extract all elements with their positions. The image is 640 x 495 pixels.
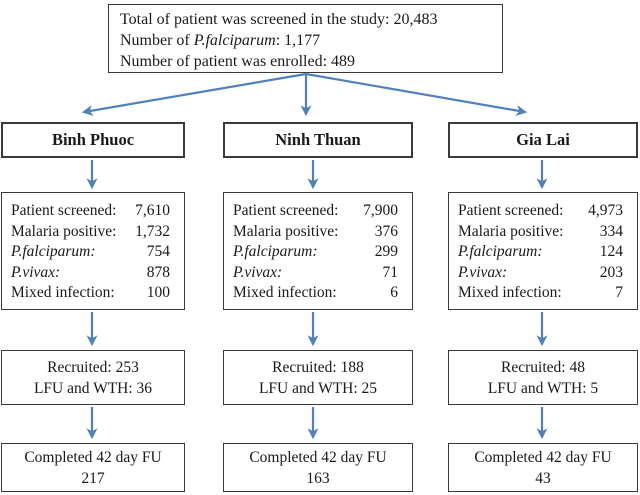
completed-label: Completed 42 day FU: [24, 448, 162, 466]
completed-box-gia-lai: [448, 443, 638, 492]
arrow-top-to-gia-lai: [306, 74, 525, 112]
stat-row: Mixed infection: 100: [11, 284, 170, 302]
recruited-box-ninh-thuan: [223, 350, 413, 405]
lfu-wth-line: LFU and WTH: 36: [33, 379, 153, 397]
recruited-line: Recruited: 253: [47, 358, 139, 376]
stat-row: Patient screened: 4,973: [458, 202, 623, 219]
completed-box-ninh-thuan: [223, 443, 413, 492]
stat-row: Patient screened: 7,610: [11, 202, 170, 219]
summary-line-falciparum: Number of P.falciparum: 1,177: [120, 32, 321, 49]
stats-box-binh-phuoc: [1, 192, 185, 310]
completed-value: 43: [535, 469, 551, 487]
summary-line-enrolled: Number of patient was enrolled: 489: [120, 53, 356, 70]
study-summary-box: [108, 4, 503, 73]
site-name: Gia Lai: [516, 130, 570, 149]
stat-row: Malaria positive: 376: [233, 222, 398, 240]
site-name: Ninh Thuan: [275, 130, 361, 149]
stat-row: Mixed infection: 6: [233, 284, 398, 302]
recruited-line: Recruited: 188: [272, 358, 364, 376]
stat-row: Mixed infection: 7: [458, 284, 623, 302]
site-header-ninh-thuan: [223, 122, 413, 158]
stat-row: Malaria positive: 1,732: [11, 222, 170, 240]
falciparum-species-name: P.falciparum: [193, 32, 276, 49]
stat-row: P.falciparum: 299: [233, 243, 398, 261]
summary-line-total: Total of patient was screened in the study: 20,483: [120, 11, 438, 28]
stat-row: P.vivax: 878: [11, 263, 170, 281]
site-header-binh-phuoc: [1, 122, 185, 158]
site-name: Binh Phuoc: [51, 130, 135, 149]
lfu-wth-line: LFU and WTH: 5: [487, 379, 599, 397]
stat-row: P.falciparum: 754: [11, 243, 170, 261]
completed-label: Completed 42 day FU: [249, 448, 387, 466]
completed-value: 217: [81, 469, 105, 487]
completed-box-binh-phuoc: [1, 443, 185, 492]
stat-row: P.vivax: 71: [233, 263, 398, 281]
stat-row: Patient screened: 7,900: [233, 202, 398, 219]
recruited-line: Recruited: 48: [501, 358, 585, 376]
stat-row: Malaria positive: 334: [458, 222, 623, 240]
site-header-gia-lai: [448, 122, 638, 158]
recruited-box-gia-lai: [448, 350, 638, 405]
stats-box-gia-lai: [448, 192, 638, 310]
lfu-wth-line: LFU and WTH: 25: [258, 379, 378, 397]
stat-row: P.vivax: 203: [458, 263, 623, 281]
stats-box-ninh-thuan: [223, 192, 413, 310]
recruited-box-binh-phuoc: [1, 350, 185, 405]
stat-row: P.falciparum: 124: [458, 243, 623, 261]
completed-value: 163: [306, 469, 330, 487]
arrow-top-to-binh-phuoc: [84, 74, 306, 112]
completed-label: Completed 42 day FU: [474, 448, 612, 466]
